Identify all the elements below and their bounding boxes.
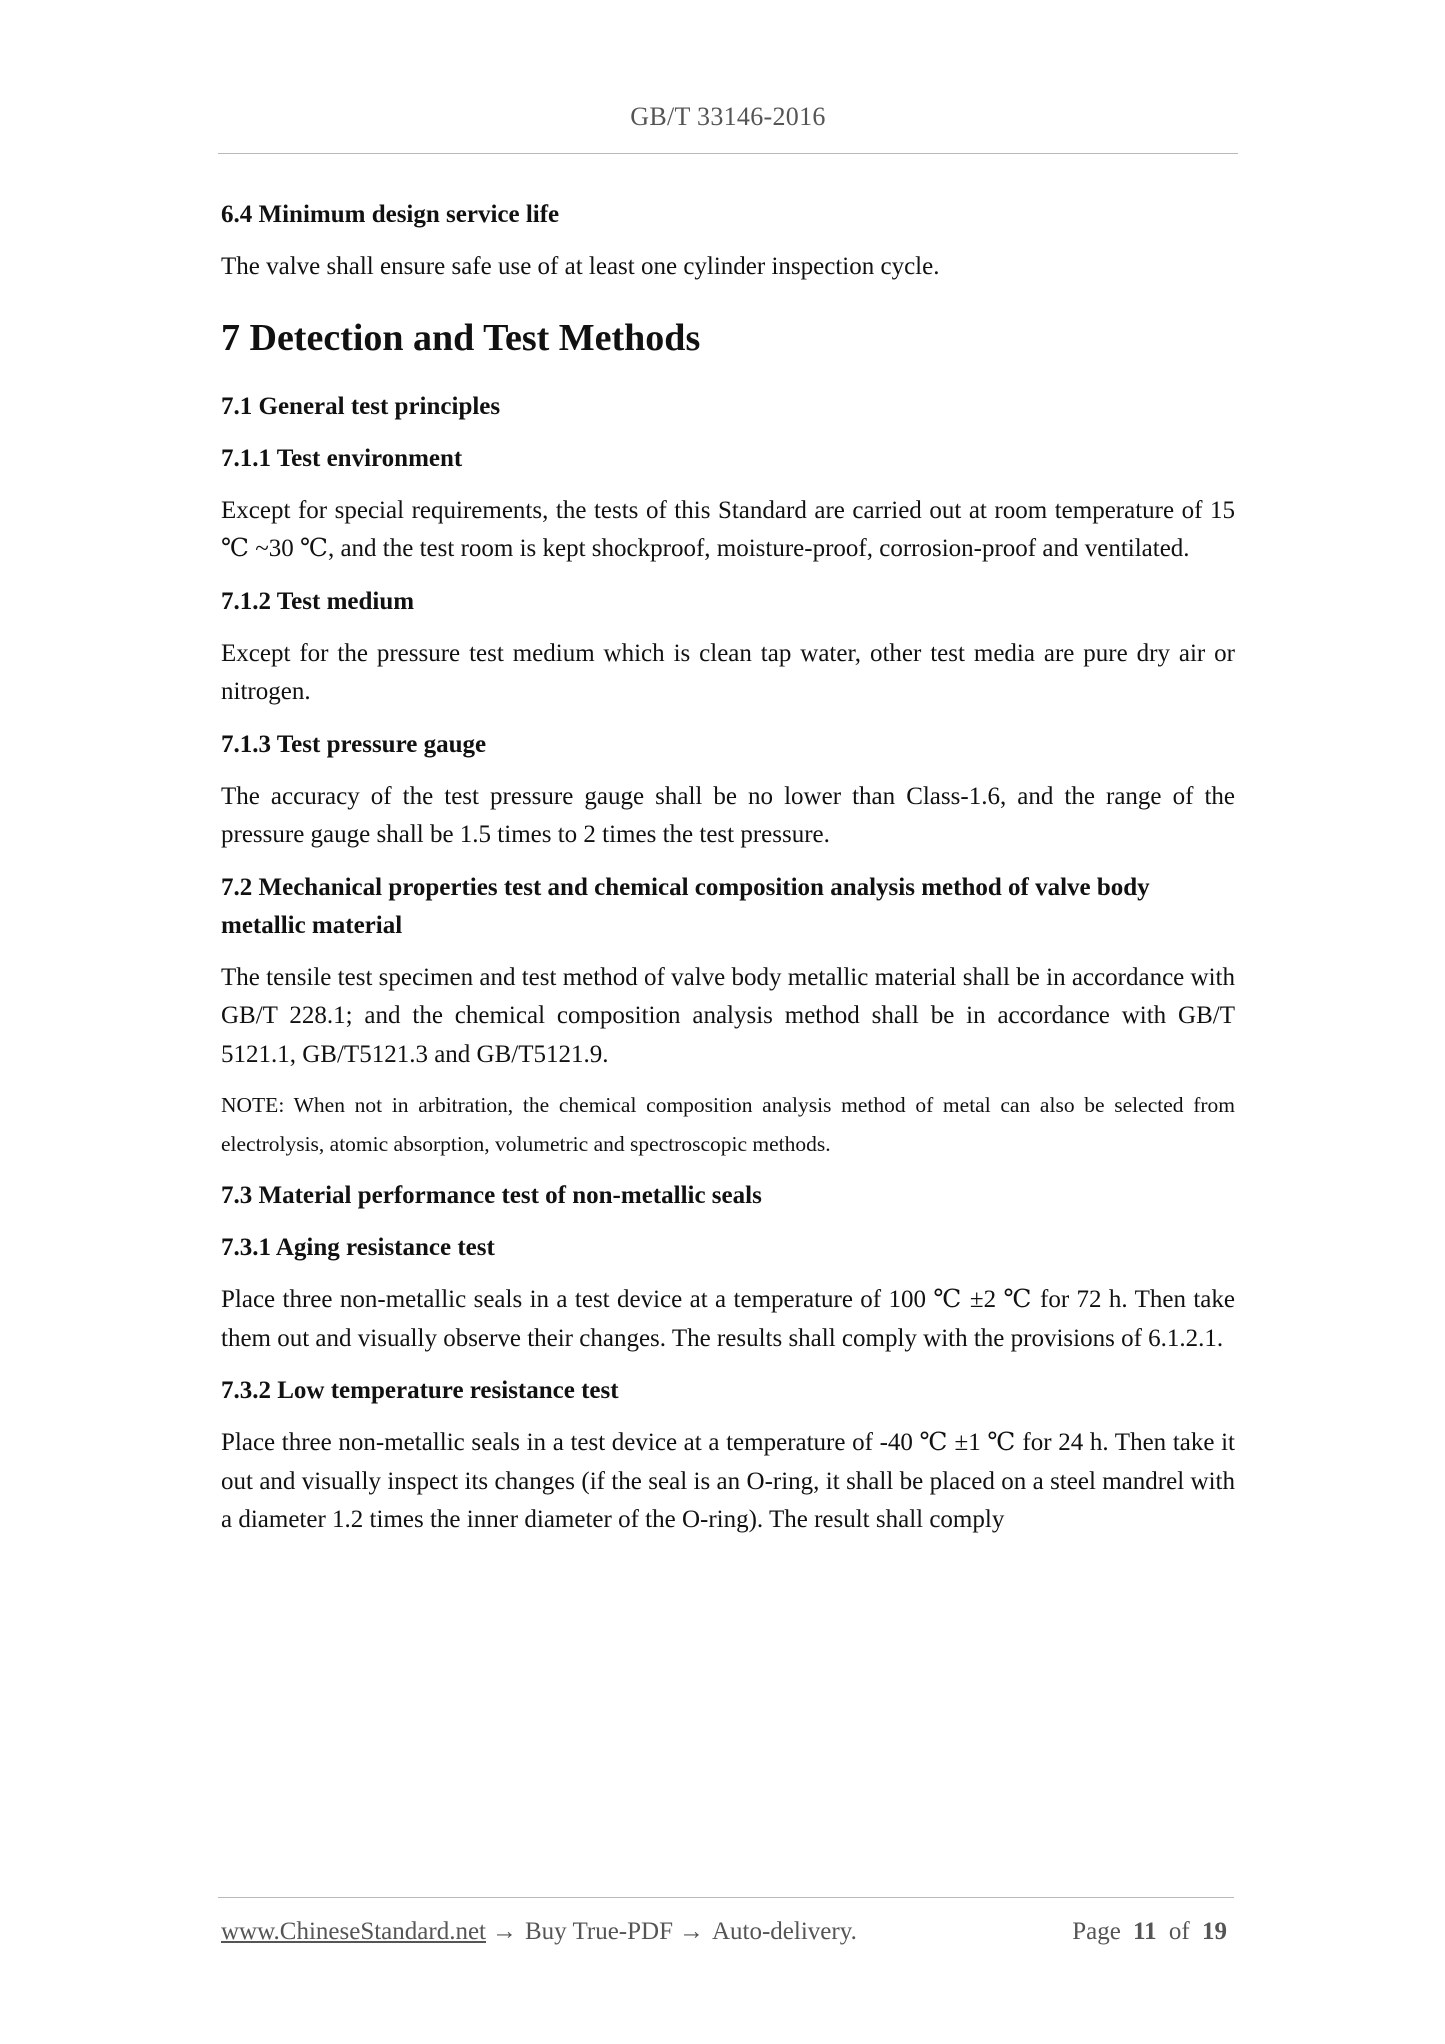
page-current: 11 (1133, 1918, 1157, 1945)
paragraph-6-4: The valve shall ensure safe use of at least one cylinder inspection cycle. (221, 253, 940, 280)
document-body (221, 196, 1235, 1540)
page-indicator (1072, 1918, 1233, 1946)
page-total: 19 (1202, 1918, 1227, 1945)
footer-divider (218, 1897, 1234, 1898)
footer-left (221, 1918, 857, 1946)
heading-7-1: 7.1 General test principles (221, 392, 501, 420)
heading-7-1-3: 7.1.3 Test pressure gauge (221, 730, 487, 758)
heading-7-1-2: 7.1.2 Test medium (221, 587, 415, 615)
paragraph-7-1-2: Except for the pressure test medium which is clean tap water, other test media are pure dry air or nitrogen. (221, 639, 1235, 705)
paragraph-7-1-3: The accuracy of the test pressure gauge shall be no lower than Class-1.6, and the range of the pressure gauge shall be 1.5 times to 2 times the test pressure. (221, 782, 1235, 848)
buy-true-pdf-text: Buy True-PDF (525, 1918, 673, 1945)
heading-6-4: 6.4 Minimum design service life (221, 201, 560, 228)
heading-7-3-1: 7.3.1 Aging resistance test (221, 1234, 495, 1261)
note-7-2: NOTE: When not in arbitration, the chemical composition analysis method of metal can also be selected from electrolysis, atomic absorption, volumetric and spectroscopic methods. (221, 1093, 1235, 1156)
arrow-right-icon: → (492, 1918, 517, 1945)
page-label: Page (1072, 1918, 1121, 1945)
header-divider (218, 153, 1238, 154)
chapter-heading-7: 7 Detection and Test Methods (221, 316, 701, 359)
auto-delivery-text: Auto-delivery. (711, 1918, 857, 1945)
site-link[interactable]: www.ChineseStandard.net (221, 1918, 486, 1945)
heading-7-1-1: 7.1.1 Test environment (221, 444, 463, 472)
arrow-right-icon: → (678, 1918, 704, 1945)
paragraph-7-1-1: Except for special requirements, the tests of this Standard are carried out at room temperature of 15 ℃ ~30 ℃, and the test room is kept shockproof, moisture-proof, corrosion-proof and ventilated. (221, 496, 1235, 562)
paragraph-7-3-2: Place three non-metallic seals in a test device at a temperature of -40 ℃ ±1 ℃ for 24 h. Then take it out and visually inspect its changes (if the seal is an O-ring, it shall be placed on a steel mandrel with a diameter 1.2 times the inner diameter of the O-ring). The result shall comply (221, 1429, 1235, 1533)
heading-7-3-2: 7.3.2 Low temperature resistance test (221, 1377, 619, 1404)
page-footer (221, 1918, 1233, 1946)
paragraph-7-2: The tensile test specimen and test method of valve body metallic material shall be in accordance with GB/T 228.1; and the chemical composition analysis method shall be in accordance with GB/T 5121.1, GB/T5121.3 and GB/T5121.9. (221, 963, 1235, 1068)
heading-7-3: 7.3 Material performance test of non-metallic seals (221, 1182, 762, 1209)
paragraph-7-3-1: Place three non-metallic seals in a test device at a temperature of 100 ℃ ±2 ℃ for 72 h. Then take them out and visually observe their changes. The results shall comply with the provisions of 6.1.2.1. (221, 1286, 1235, 1352)
heading-7-2: 7.2 Mechanical properties test and chemical composition analysis method of valve body metallic material (221, 873, 1150, 939)
page-header-doc-id: GB/T 33146-2016 (630, 102, 826, 131)
page-of-label: of (1168, 1918, 1190, 1945)
